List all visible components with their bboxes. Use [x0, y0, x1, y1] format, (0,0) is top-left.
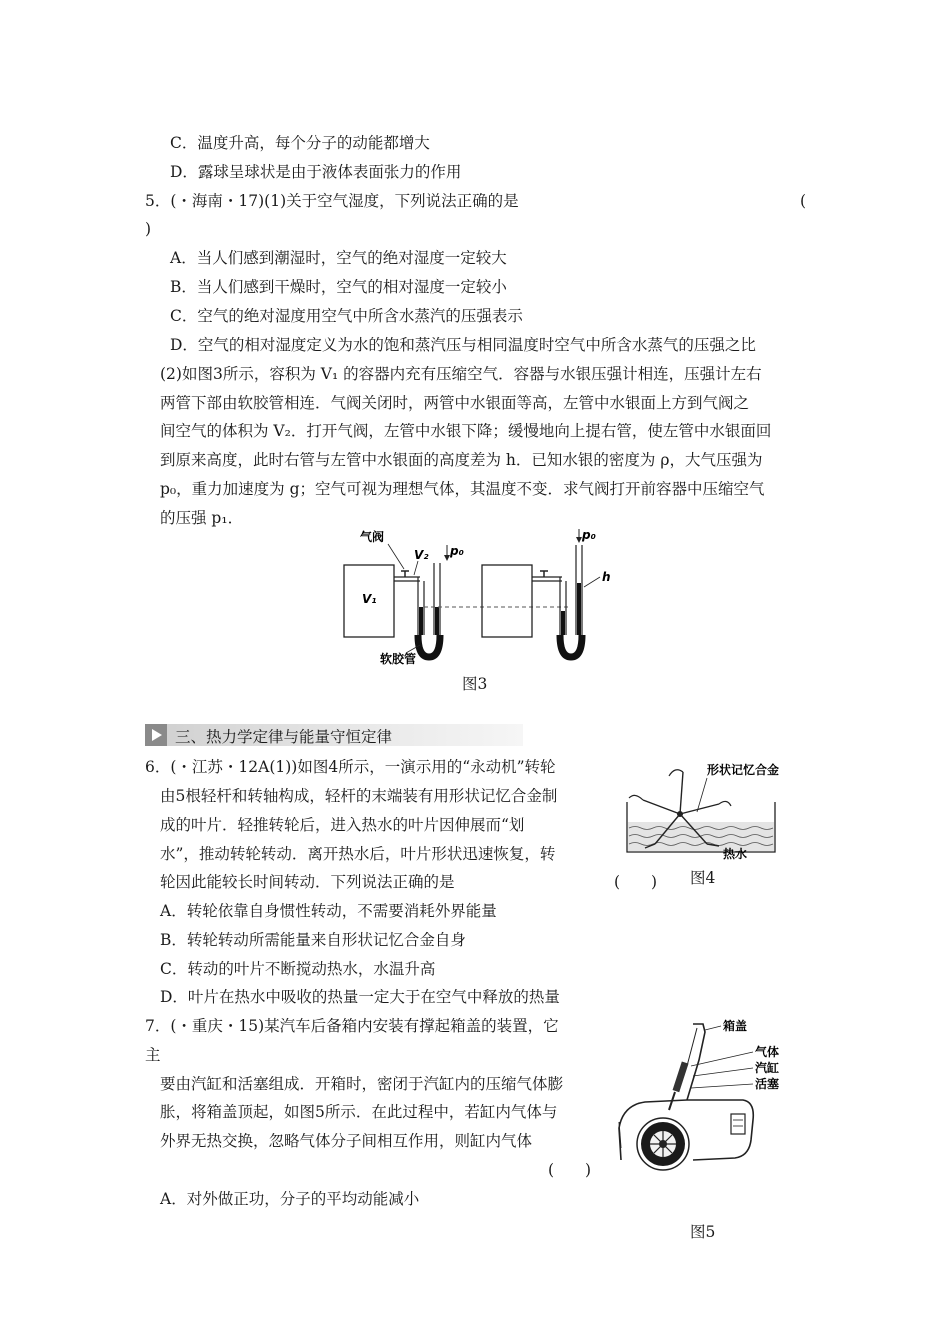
fig4-label-alloy: 形状记忆合金 — [707, 763, 780, 777]
q6-option-d: D．叶片在热水中吸收的热量一定大于在空气中释放的热量 — [160, 988, 560, 1006]
q6-option-c: C．转动的叶片不断搅动热水，水温升高 — [160, 960, 436, 978]
fig4-label-water: 热水 — [723, 847, 748, 861]
play-arrow-icon — [145, 724, 167, 746]
fig3-label-p0-left: p₀ — [450, 544, 464, 558]
q6-stem-line: 轮因此能较长时间转动．下列说法正确的是 — [160, 873, 455, 891]
q5-option-c: C．空气的绝对湿度用空气中所含水蒸汽的压强表示 — [170, 307, 523, 325]
fig3-label-v1: V₁ — [362, 592, 377, 606]
q5-option-d: D．空气的相对湿度定义为水的饱和蒸汽压与相同温度时空气中所含水蒸气的压强之比 — [170, 336, 756, 354]
q5-paren-open: ( — [800, 192, 807, 210]
fig5-label-piston: 活塞 — [755, 1077, 780, 1091]
fig3-label-v2: V₂ — [414, 548, 429, 562]
fig3-label-hose: 软胶管 — [380, 652, 417, 666]
fig5-label-cylinder: 汽缸 — [755, 1061, 780, 1075]
fig3-label-h: h — [602, 570, 611, 584]
fig5-label-lid: 箱盖 — [723, 1019, 748, 1033]
q6-stem-line: 6．(・江苏・12A(1))如图4所示，一演示用的“永动机”转轮 — [145, 758, 556, 776]
q4-option-d: D．露球呈球状是由于液体表面张力的作用 — [170, 163, 462, 181]
q6-answer-paren: ( ) — [614, 873, 658, 891]
q7-stem-line: 主 — [145, 1046, 161, 1064]
q5-part2-line: 间空气的体积为 V₂．打开气阀，左管中水银下降；缓慢地向上提右管，使左管中水银面回 — [160, 422, 772, 440]
fig5-label-gas: 气体 — [755, 1045, 780, 1059]
figure-5-car-trunk-diagram — [615, 1010, 795, 1175]
fig5-caption: 图5 — [690, 1223, 716, 1241]
q6-stem-line: 成的叶片．轻推转轮后，进入热水的叶片因伸展而“划 — [160, 816, 525, 834]
q7-answer-paren: ( ) — [548, 1161, 592, 1179]
q5-part2-line: p₀，重力加速度为 g；空气可视为理想气体，其温度不变．求气阀打开前容器中压缩空气 — [160, 480, 765, 498]
fig4-caption: 图4 — [690, 869, 716, 887]
q5-part2-line: 两管下部由软胶管相连．气阀关闭时，两管中水银面等高，左管中水银面上方到气阀之 — [160, 394, 750, 412]
q6-option-a: A．转轮依靠自身惯性转动，不需要消耗外界能量 — [160, 902, 497, 920]
q7-stem-line: 要由汽缸和活塞组成．开箱时，密闭于汽缸内的压缩气体膨 — [160, 1075, 564, 1093]
q7-option-a: A．对外做正功，分子的平均动能减小 — [160, 1190, 420, 1208]
q5-part2-line: (2)如图3所示，容积为 V₁ 的容器内充有压缩空气．容器与水银压强计相连，压强计左右 — [160, 365, 762, 383]
q5-paren-close: ) — [145, 220, 152, 238]
q7-stem-line: 胀，将箱盖顶起，如图5所示．在此过程中，若缸内气体与 — [160, 1103, 558, 1121]
q4-option-c: C．温度升高，每个分子的动能都增大 — [170, 134, 430, 152]
q6-option-b: B．转轮转动所需能量来自形状记忆合金自身 — [160, 931, 466, 949]
q5-part2-line: 到原来高度，此时右管与左管中水银面的高度差为 h．已知水银的密度为 ρ，大气压强为 — [160, 451, 763, 469]
fig3-label-valve: 气阀 — [360, 530, 385, 544]
q5-option-b: B．当人们感到干燥时，空气的相对湿度一定较小 — [170, 278, 507, 296]
section-header — [145, 724, 523, 746]
fig3-caption: 图3 — [462, 675, 488, 693]
q7-stem-line: 外界无热交换，忽略气体分子间相互作用，则缸内气体 — [160, 1132, 533, 1150]
q6-stem-line: 水”，推动转轮转动．离开热水后，叶片形状迅速恢复，转 — [160, 845, 556, 863]
q7-stem-line: 7．(・重庆・15)某汽车后备箱内安装有撑起箱盖的装置，它 — [145, 1017, 559, 1035]
q6-stem-line: 由5根轻杆和转轴构成，轻杆的末端装有用形状记忆合金制 — [160, 787, 558, 805]
figure-3-manometer-diagram — [330, 525, 620, 670]
q5-option-a: A．当人们感到潮湿时，空气的绝对湿度一定较大 — [170, 249, 507, 267]
q5-stem: 5．(・海南・17)(1)关于空气湿度，下列说法正确的是 — [145, 192, 519, 210]
figure-4-perpetual-motion-wheel — [615, 752, 795, 862]
q5-part2-line: 的压强 p₁． — [160, 509, 244, 527]
fig3-label-p0-right: p₀ — [582, 528, 596, 542]
section-title: 三、热力学定律与能量守恒定律 — [175, 728, 393, 746]
